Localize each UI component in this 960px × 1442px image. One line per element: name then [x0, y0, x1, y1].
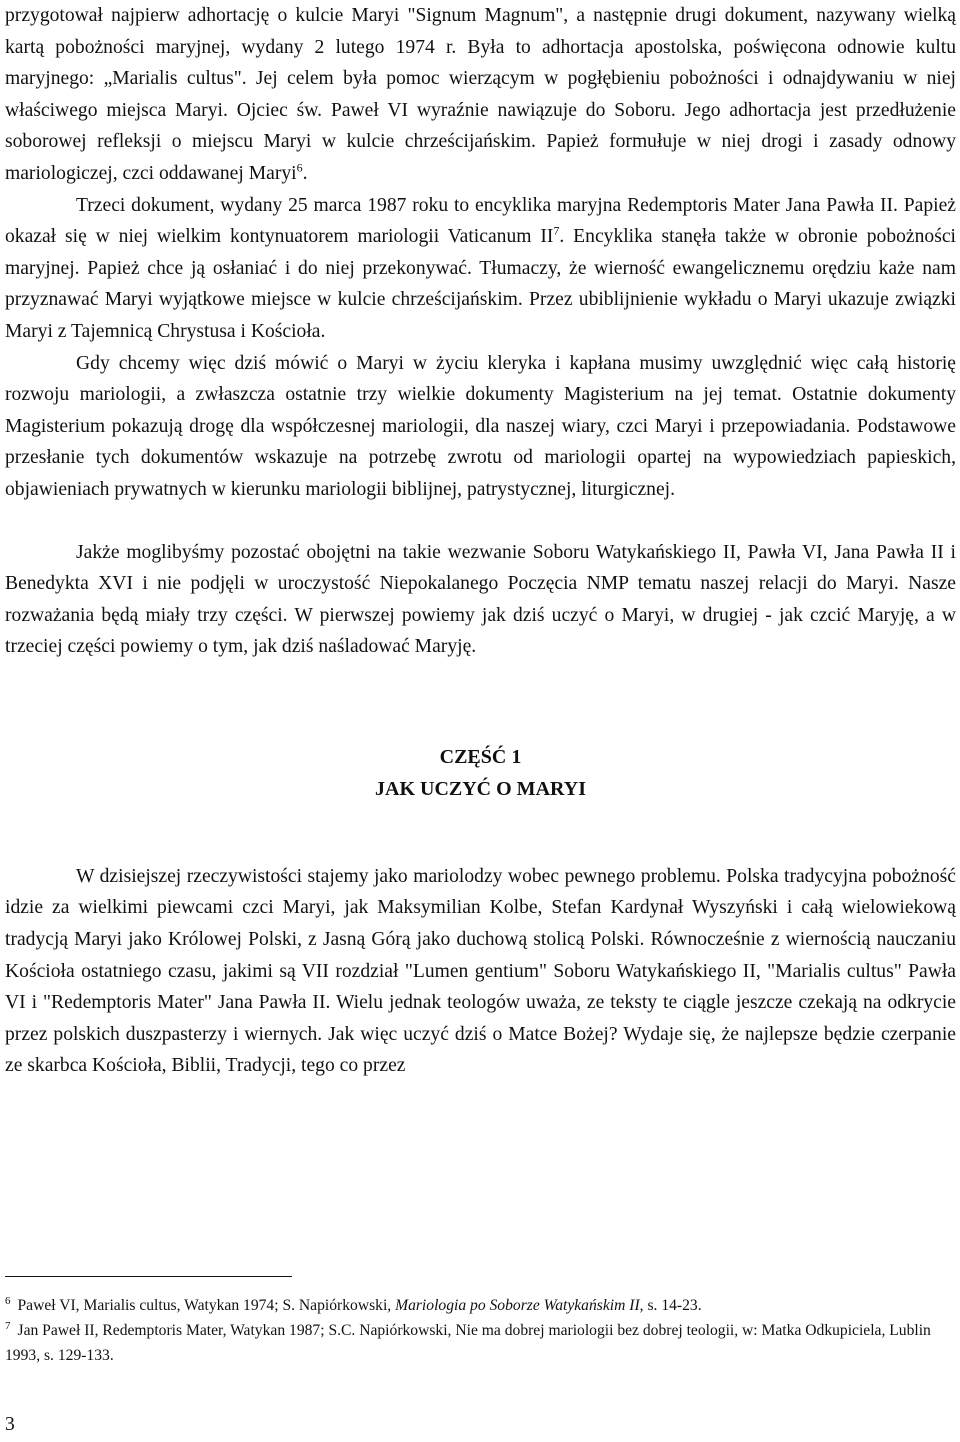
- paragraph-wezwanie: Jakże moglibyśmy pozostać obojętni na takie wezwanie Soboru Watykańskiego II, Pawła VI, Jana Pawła II i Benedykta XVI i nie podjęli w uroczystość Niepokalanego Poczęcia NMP tematu naszej relacji do Maryi. Nasze rozważania będą miały trzy części. W pierwszej powiemy jak dziś uczyć o Maryi, w drugiej - jak czcić Maryję, a w trzeciej części powiemy o tym, jak dziś naśladować Maryję.: [5, 541, 956, 658]
- footnote-title-italic: Mariologia po Soborze Watykańskim II: [395, 1297, 640, 1314]
- footnote-number: 6: [5, 1294, 11, 1307]
- paragraph-rzeczywistosc: W dzisiejszej rzeczywistości stajemy jako mariolodzy wobec pewnego problemu. Polska tradycyjna pobożność idzie za wielkimi piewcami czci Maryi, jak Maksymilian Kolbe, Stefan Kardynał Wyszyński i całą wielowiekową tradycją Maryi jako Królowej Polski, z Jasną Górą jako duchową stolicą Polski. Równocześnie z wiernością nauczaniu Kościoła ostatniego czasu, jakimi są VII rozdział "Lumen gentium" Soboru Watykańskiego II, "Marialis cultus" Pawła VI i "Redemptoris Mater" Jana Pawła II. Wielu jednak teologów uważa, ze teksty te ciągle jeszcze czekają na odkrycie przez polskich duszpasterzy i wiernych. Jak więc uczyć dziś o Matce Bożej? Wydaje się, że najlepsze będzie czerpanie ze skarbca Kościoła, Biblii, Tradycji, tego co przez: [5, 865, 956, 1077]
- section-title: JAK UCZYĆ O MARYI: [375, 777, 586, 800]
- footnote-text: Jan Paweł II, Redemptoris Mater, Watykan 1987; S.C. Napiórkowski, Nie ma dobrej mariologii bez dobrej teologii, w: Matka Odkupiciela, Lublin 1993, s. 129-133.: [5, 1322, 931, 1364]
- footnote-ref-7[interactable]: 7: [553, 223, 560, 238]
- paragraph-text: Trzeci dokument, wydany 25 marca 1987 roku to encyklika maryjna Redemptoris Mater Jana Pawła II. Papież okazał się w niej wielkim kontynuatorem mariologii Vaticanum II: [5, 194, 956, 248]
- footnote-7: [5, 1318, 956, 1368]
- footnote-number: 7: [5, 1319, 11, 1332]
- paragraph-mowic-o-maryi: Gdy chcemy więc dziś mówić o Maryi w życiu kleryka i kapłana musimy uwzględnić więc całą historię rozwoju mariologii, a zwłaszcza ostatnie trzy wielkie dokumenty Magisterium na jej temat. Ostatnie dokumenty Magisterium pokazują drogę dla współczesnej mariologii, dla naszej wiary, czci Maryi i przepowiadania. Podstawowe przesłanie tych dokumentów wskazuje na potrzebę zwrotu od mariologii opartej na wypowiedziach papieskich, objawieniach prywatnych w kierunku mariologii biblijnej, patrystycznej, liturgicznej.: [5, 352, 956, 500]
- paragraph-text: przygotował najpierw adhortację o kulcie Maryi "Signum Magnum", a następnie drugi dokument, nazywany wielką kartą pobożności maryjnej, wydany 2 lutego 1974 r. Była to adhortacja apostolska, poświęcona odnowie kultu maryjnego: „Marialis cultus". Jej celem była pomoc wierzącym w pogłębieniu pobożności i odnajdywaniu w niej właściwego miejsca Maryi. Ojciec św. Paweł VI wyraźnie nawiązuje do Soboru. Jego adhortacja jest przedłużenie soborowej refleksji o miejscu Maryi w kulcie chrześcijańskim. Papież formułuje w niej drogi i zasady odnowy mariologiczej, czci oddawanej Maryi: [5, 5, 956, 184]
- footnotes: [5, 1276, 956, 1368]
- page-number: 3: [5, 1414, 15, 1435]
- spacer: [5, 805, 956, 861]
- paragraph-text-cont: . Encyklika stanęła także w obronie pobożności maryjnej. Papież chce ją osłaniać i do niej przekonywać. Tłumaczy, że wierność ewangelicznemu orędziu każe nam przyznawać Maryi wyjątkowe miejsce w kulcie chrześcijańskim. Przez ubiblijnienie wykładu o Maryi ukazuje związki Maryi z Tajemnicą Chrystusa i Kościoła.: [5, 226, 956, 342]
- paragraph-adhortacja: [5, 0, 956, 190]
- spacer: [5, 663, 956, 741]
- footnote-separator: [5, 1276, 292, 1277]
- spacer: [5, 506, 956, 537]
- footnote-text-end: , s. 14-23.: [639, 1297, 702, 1314]
- paragraph-encyklika: [5, 190, 956, 348]
- section-part-label: CZĘŚĆ 1: [439, 745, 522, 768]
- document-page: [5, 0, 956, 1082]
- footnote-text: Paweł VI, Marialis cultus, Watykan 1974; S. Napiórkowski,: [17, 1297, 396, 1314]
- footnote-6: [5, 1293, 956, 1318]
- paragraph-text-end: .: [302, 162, 308, 184]
- footnote-ref-6[interactable]: 6: [296, 160, 303, 175]
